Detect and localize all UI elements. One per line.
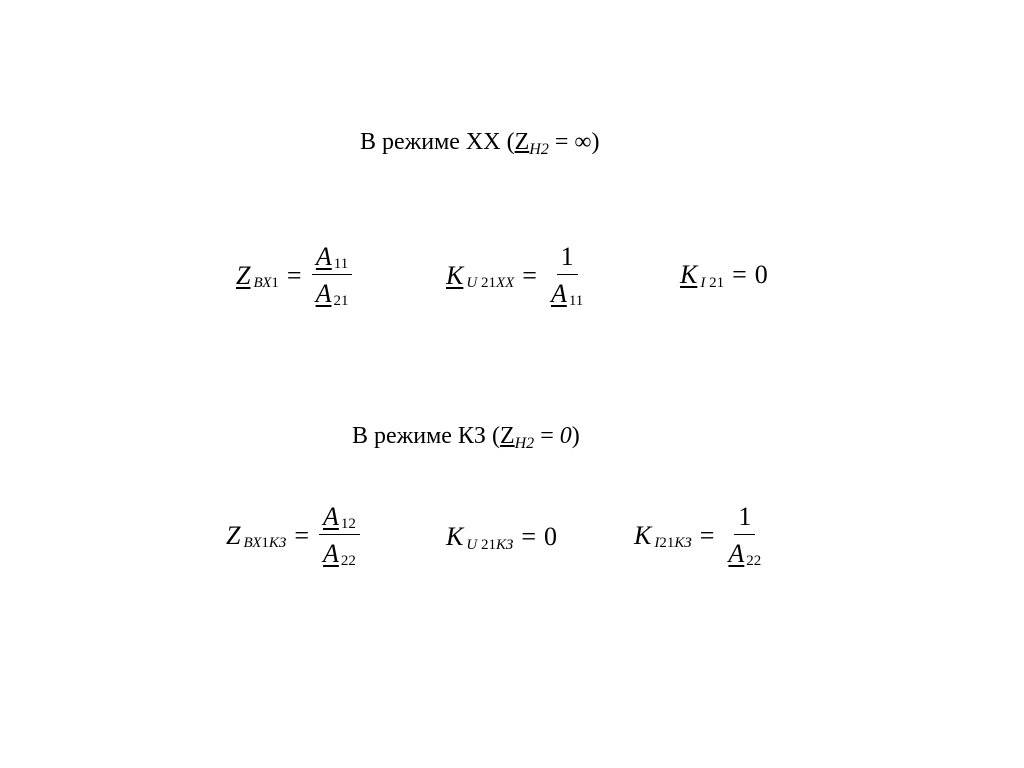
equals-sign: = xyxy=(286,260,302,290)
formula-lhs-subscript: ВХ1КЗ xyxy=(243,535,287,551)
formula-lhs-var: K xyxy=(680,260,698,289)
fraction-numerator: A 12 xyxy=(319,504,360,535)
impedance-subscript: Н2 xyxy=(514,435,535,452)
formula-lhs-var: K xyxy=(446,522,464,551)
fraction xyxy=(312,244,353,307)
heading-open-circuit xyxy=(360,130,599,158)
equals-sign: = xyxy=(699,520,715,550)
fraction xyxy=(319,504,360,567)
fraction xyxy=(547,244,587,307)
equals-sign: = xyxy=(732,260,747,289)
heading-relation: = xyxy=(534,423,560,449)
formula-k-voltage-xx xyxy=(446,244,589,307)
formula-lhs-var: K xyxy=(634,520,652,550)
equals-sign: = xyxy=(294,520,309,550)
heading-relation: = ∞) xyxy=(548,129,600,155)
formula-lhs-var: Z xyxy=(226,520,241,550)
fraction-numerator: 1 xyxy=(734,504,755,535)
impedance-var: Z xyxy=(499,423,515,449)
heading-value: 0 xyxy=(559,423,572,449)
formula-lhs-subscript: U 21ХХ xyxy=(466,275,515,291)
formula-z-input-xx xyxy=(236,244,354,307)
fraction xyxy=(724,504,765,567)
equals-sign: = xyxy=(521,522,536,551)
heading-prefix: В режиме ХХ ( xyxy=(360,129,515,155)
formula-lhs-var: Z xyxy=(236,260,251,290)
formula-lhs-subscript: U 21КЗ xyxy=(466,536,514,553)
formula-lhs-var: K xyxy=(446,260,464,290)
impedance-subscript: Н2 xyxy=(529,141,549,158)
formula-rhs-value: 0 xyxy=(544,522,557,551)
formula-lhs-subscript: I 21 xyxy=(700,274,725,291)
heading-close: ) xyxy=(571,423,580,449)
fraction-numerator: A 11 xyxy=(312,244,352,275)
fraction-numerator: 1 xyxy=(557,244,578,275)
heading-short-circuit xyxy=(352,424,580,452)
impedance-var: Z xyxy=(514,129,530,155)
formula-z-input-kz xyxy=(226,504,362,567)
fraction-denominator: A 22 xyxy=(322,539,356,569)
formula-lhs-subscript: I21КЗ xyxy=(654,535,692,551)
equals-sign: = xyxy=(522,260,537,290)
formula-k-current-kz xyxy=(634,504,767,567)
formula-rhs-value: 0 xyxy=(754,260,768,289)
formula-k-voltage-kz xyxy=(446,522,557,553)
fraction-denominator: A 22 xyxy=(728,539,762,569)
fraction-denominator: A 11 xyxy=(550,279,584,309)
fraction-denominator: A 21 xyxy=(315,279,349,309)
formula-k-current-xx xyxy=(680,260,768,291)
formula-lhs-subscript: ВХ1 xyxy=(253,275,279,291)
heading-prefix: В режиме КЗ ( xyxy=(352,423,500,449)
